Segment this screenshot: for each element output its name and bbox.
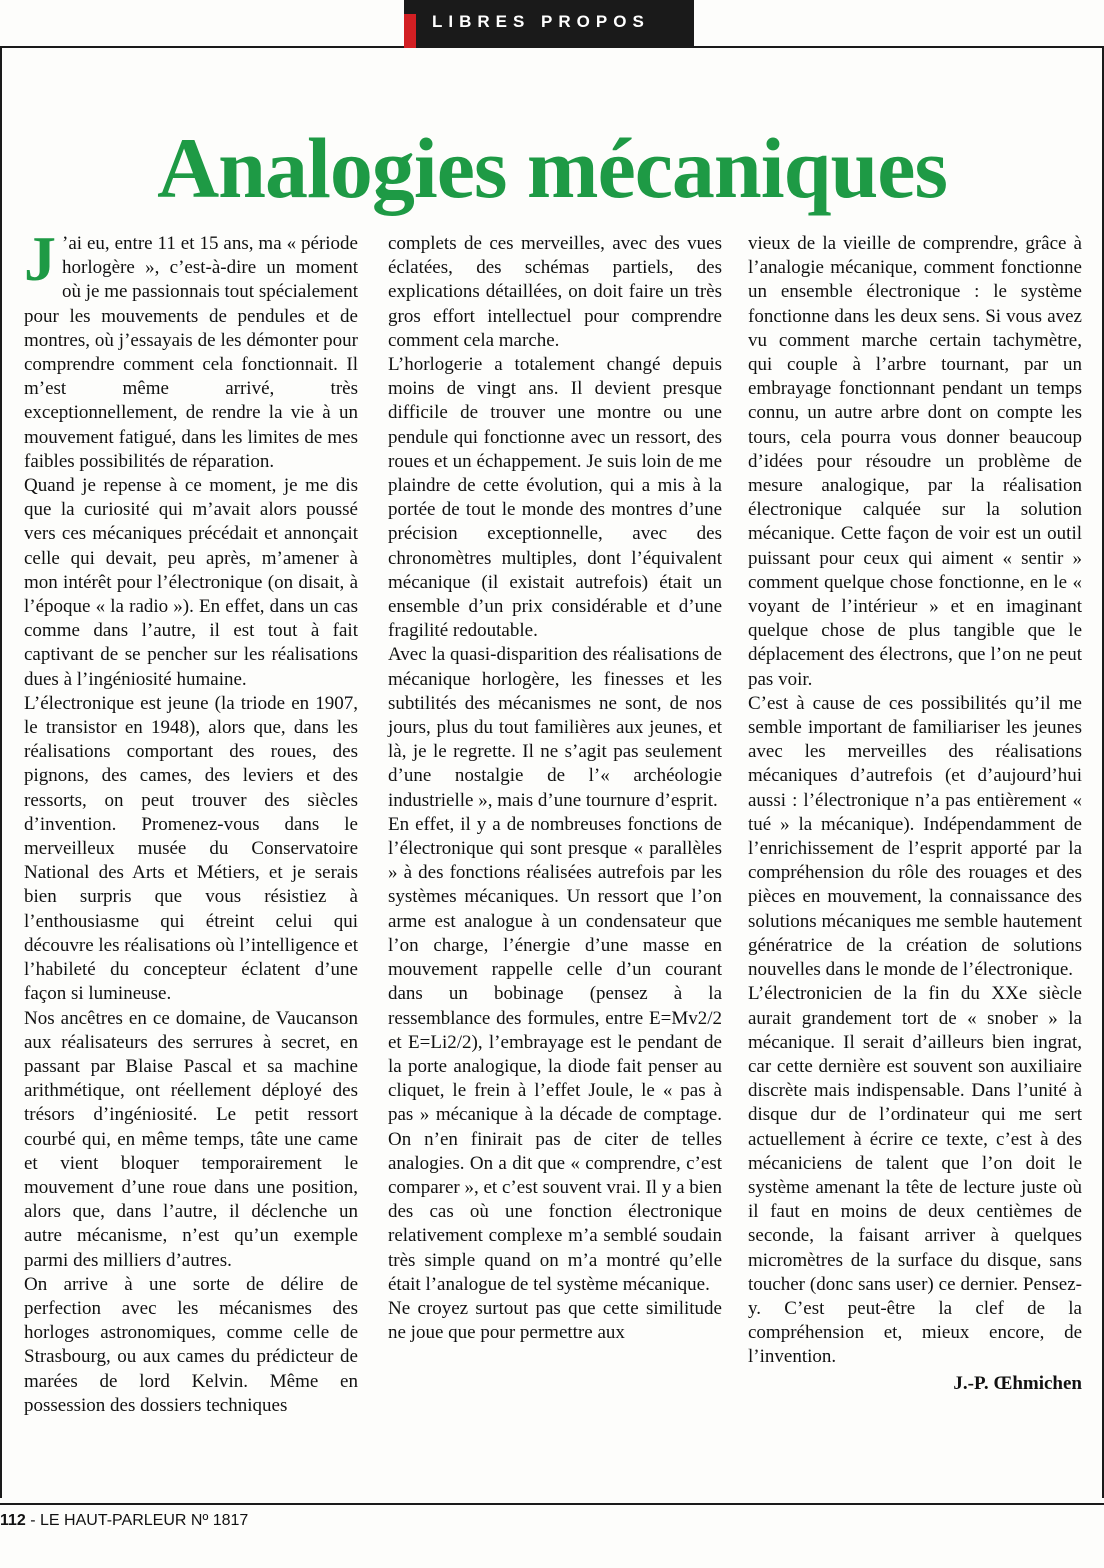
publication-name: - LE HAUT-PARLEUR Nº 1817 xyxy=(25,1512,249,1529)
paragraph: En effet, il y a de nombreuses fonctions de l’électronique qui sont presque « parallèles » à des fonctions réalisées autrefois par les systèmes mécaniques. Un ressort que l’on arme est analogue à un condensateur que l’on charge, l’énergie d’une masse en mouvement rappelle celle d’un courant dans un bobinage (pensez à la ressemblance des formules, entre E=Mv2/2 et E=Li2/2), l’embrayage est le pendant de la porte analogique, la diode fait penser au cliquet, le frein à l’effet Joule, le « pas à pas » mécanique à la décade de comptage. On n’en finirait pas de citer de telles analogies. On a dit que « comprendre, c’est comparer », et c’est souvent vrai. Il y a bien des cas où une fonction électronique relativement complexe m’a semblé soudain très simple quand on m’a montré qu’elle était l’analogue de tel système mécanique. xyxy=(388,813,722,1295)
paragraph: Quand je repense à ce moment, je me dis que la curiosité qui m’avait alors poussé vers ces mécaniques précédait et annonçait celle qui devait, peu après, m’amener à mon intérêt pour l’électronique (on disait, à l’époque « la radio »). En effet, dans un cas comme dans l’autre, il est tout à fait captivant de se pencher sur les réalisations dues à l’ingéniosité humaine. xyxy=(24,475,358,690)
column-1 xyxy=(24,223,359,1418)
paragraph: L’horlogerie a totalement changé depuis moins de vingt ans. Il devient presque difficile de trouver une montre ou une pendule qui fonctionne avec un ressort, des roues et un échappement. Je suis loin de me plaindre de cette évolution, qui a mis à la portée de tout le monde des montres d’une précision exceptionnelle, avec des chronomètres multiples, dont l’équivalent mécanique (il existait autrefois) était un ensemble d’un prix considérable et d’une fragilité redoutable. xyxy=(388,354,722,642)
section-banner xyxy=(404,0,694,48)
page-footer xyxy=(0,1512,248,1530)
paragraph: complets de ces merveilles, avec des vues éclatées, des schémas partiels, des explications détaillées, on doit faire un très gros effort intellectuel pour comprendre comment cela marche. xyxy=(388,233,722,351)
paragraph: vieux de la vieille de comprendre, grâce à l’analogie mécanique, comment fonctionne un ensemble électronique : le système fonctionne dans les deux sens. Si vous avez vu comment marche certain tachymètre, qui couple à l’arbre tournant, par un embrayage fonctionnant pendant un temps connu, un autre arbre dont on compte les tours, cela pourra vous donner beaucoup d’idées pour résoudre un problème de mesure analogique, par la réalisation électronique calquée sur la solution mécanique. Cette façon de voir est un outil puissant pour ceux qui aiment « sentir » comment quelque chose fonctionne, en le « voyant de l’intérieur » et en imaginant quelque chose de plus tangible que le déplacement des électrons, que l’on ne peut pas voir. xyxy=(748,233,1082,690)
paragraph: Avec la quasi-disparition des réalisations de mécanique horlogère, les finesses et les subtilités des mécanismes ne sont, de nos jours, plus du tout familières aux jeunes, et là, je le regrette. Il ne s’agit pas seulement d’une nostalgie de l’« archéologie industrielle », mais d’une tournure d’esprit. xyxy=(388,644,722,811)
footer-rule xyxy=(0,1503,1104,1505)
paragraph: Ne croyez surtout pas que cette similitude ne joue que pour permettre aux xyxy=(388,1297,722,1344)
paragraph: J ’ai eu, entre 11 et 15 ans, ma « période horlogère », c’est-à-dire un moment où je me passionnais tout spécialement pour les mouvements de pendules et de montres, où j’essayais de les démonter pour comprendre comment cela fonctionnait. Il m’est même arrivé, très exceptionnellement, de rendre la vie à un mouvement fatigué, dans les limites de mes faibles possibilités de réparation. xyxy=(24,223,359,472)
paragraph: L’électronique est jeune (la triode en 1907, le transistor en 1948), alors que, dans les réalisations comportant des roues, des pignons, des cames, des leviers et des ressorts, on peut trouver des siècles d’invention. Promenez-vous dans le merveilleux musée du Conservatoire National des Arts et Métiers, et je serais bien surpris que vous résistiez à l’enthousiasme qui étreint celui qui découvre les réalisations où l’intelligence et l’habileté du concepteur éclatent d’une façon si lumineuse. xyxy=(24,692,358,1005)
article-title: Analogies mécaniques xyxy=(157,120,947,216)
page-number: 112 xyxy=(0,1512,26,1529)
author-signature: J.-P. Œhmichen xyxy=(953,1372,1082,1394)
section-label: LIBRES PROPOS xyxy=(432,12,650,31)
column-3 xyxy=(748,232,1082,1396)
paragraph: On arrive à une sorte de délire de perfection avec les mécanismes des horloges astronomiques, comme celle de Strasbourg, ou aux cames du prédicteur de marées de lord Kelvin. Même en possession des dossiers techniques xyxy=(24,1273,358,1416)
paragraph: C’est à cause de ces possibilités qu’il me semble important de familiariser les jeunes avec les merveilles des réalisations mécaniques d’autrefois (et d’aujourd’hui aussi : l’électronique n’a pas entièrement « tué » la mécanique). Indépendamment de l’enrichissement de l’esprit apporté par la compréhension du rôle des rouages et des pièces en mouvement, la connaissance des solutions mécaniques me semble hautement génératrice de la création de solutions nouvelles dans le monde de l’électronique. xyxy=(748,692,1082,981)
drop-cap: J xyxy=(24,223,56,294)
paragraph: Nos ancêtres en ce domaine, de Vaucanson aux réalisateurs des serrures à secret, en passant par Blaise Pascal et sa machine arithmétique, ont réellement déployé des trésors d’ingéniosité. Le petit ressort courbé qui, en même temps, tâte une came et vient bloquer temporairement le mouvement d’une roue dans une position, alors que, dans l’autre, il déclenche un autre mécanisme, n’est qu’un exemple parmi des milliers d’autres. xyxy=(24,1007,358,1271)
paragraph: L’électronicien de la fin du XXe siècle aurait grandement tort de « snober » la mécanique. Il serait d’ailleurs bien ingrat, car cette dernière est souvent son auxiliaire discrète mais indispensable. Dans l’unité à disque dur de l’ordinateur qui me sert actuellement à écrire ce texte, c’est à des mécaniciens de talent que l’on doit le système amenant la tête de lecture juste où il faut en moins de deux centièmes de seconde, la faisant arriver à quelques micromètres de la surface du disque, sans toucher (donc sans user) ce dernier. Pensez-y. C’est peut-être la clef de la compréhension et, mieux encore, de l’invention. xyxy=(748,983,1082,1368)
column-2 xyxy=(388,232,722,1345)
banner-accent xyxy=(404,14,416,48)
